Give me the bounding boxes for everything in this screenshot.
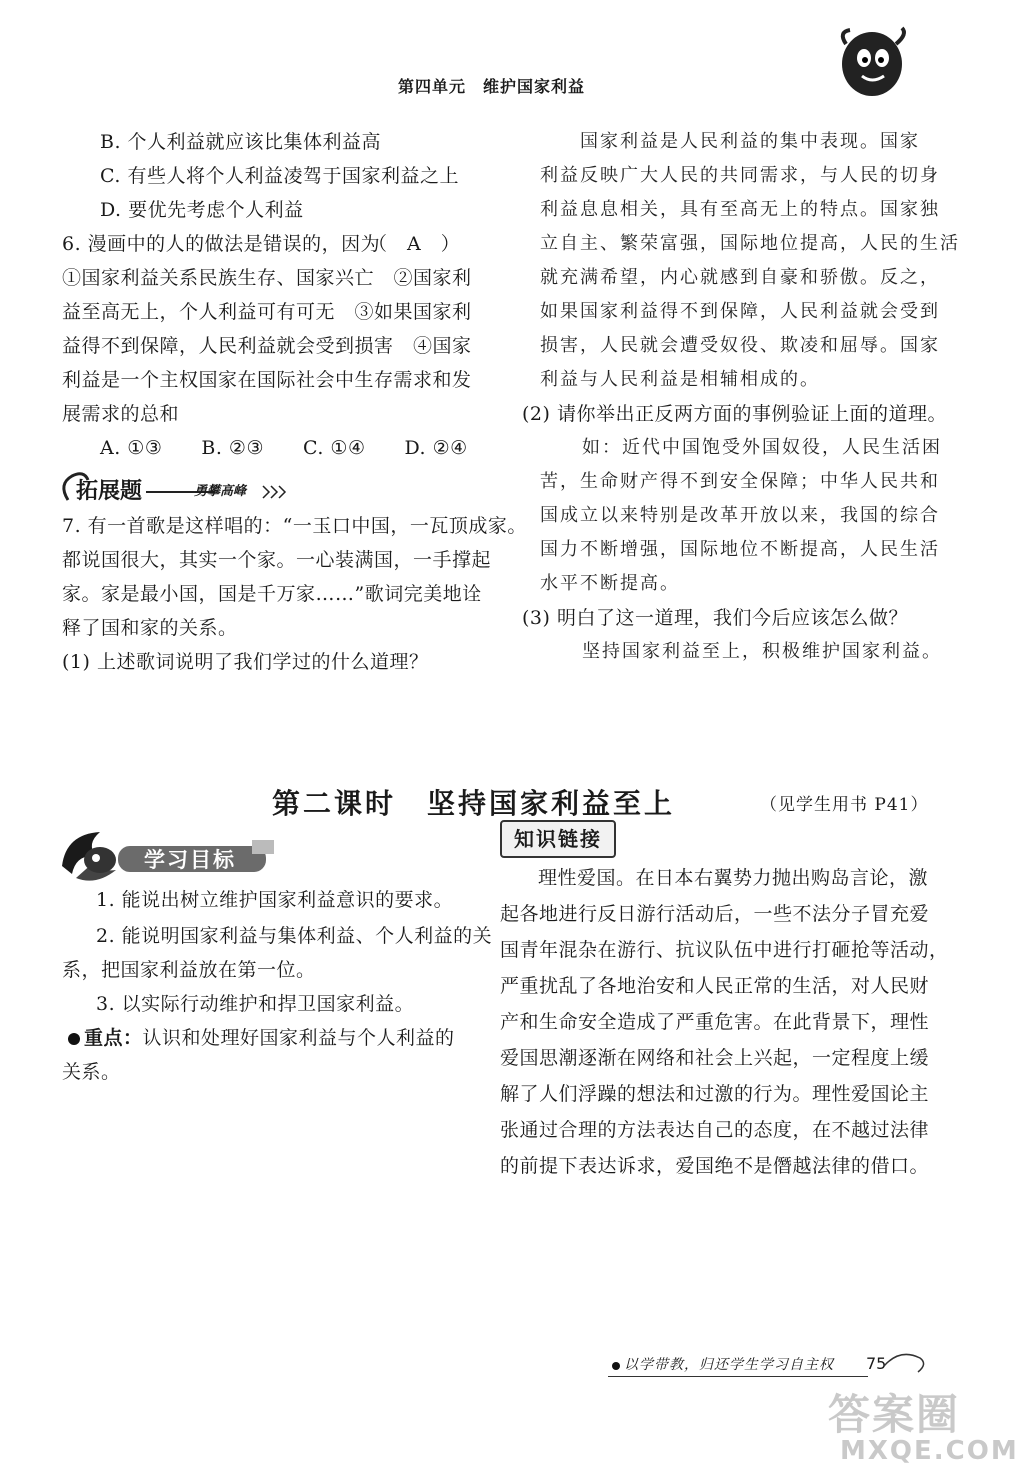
watermark-text: 答案圈: [828, 1390, 961, 1439]
knowledge-line: 爱国思潮逐渐在网络和社会上兴起，一定程度上缓: [500, 1047, 930, 1069]
question-6-statement: 益得不到保障，人民利益就会受到损害 ④国家: [62, 335, 472, 357]
key-point: [68, 1026, 455, 1050]
answer-1-line: 如果国家利益得不到保障，人民利益就会受到: [540, 301, 940, 322]
key-point-label: 重点：: [84, 1027, 143, 1049]
question-6-statement: 展需求的总和: [62, 403, 180, 425]
key-point-continued: 关系。: [62, 1061, 121, 1083]
knowledge-line: 的前提下表达诉求，爱国绝不是僭越法律的借口。: [500, 1155, 930, 1177]
question-6-answer: （ A ）: [368, 233, 461, 255]
footer-slogan-text: 以学带教，归还学生学习自主权: [624, 1357, 834, 1373]
question-6-statement: 益至高无上，个人利益可有可无 ③如果国家利: [62, 301, 472, 323]
goal-item: 3. 以实际行动维护和捍卫国家利益。: [96, 993, 415, 1015]
knowledge-link-label: 知识链接: [500, 820, 616, 858]
section-title: 第二课时 坚持国家利益至上: [272, 787, 676, 820]
question-6-statement: ①国家利益关系民族生存、国家兴亡 ②国家利: [62, 267, 472, 289]
watermark-logo: [818, 1382, 1019, 1477]
learning-goals-title: 学习目标: [144, 848, 236, 872]
answer-3: 坚持国家利益至上，积极维护国家利益。: [582, 641, 942, 662]
footer-dot-icon: [612, 1362, 620, 1370]
answer-1-line: 就充满希望，内心就感到自豪和骄傲。反之，: [540, 267, 940, 288]
goal-item: 2. 能说明国家利益与集体利益、个人利益的关: [96, 925, 493, 947]
question-6: 6. 漫画中的人的做法是错误的，因为: [62, 233, 381, 255]
question-6-options: A. ①③ B. ②③ C. ①④ D. ②④: [100, 437, 468, 459]
answer-2-line: 水平不断提高。: [540, 573, 680, 594]
learning-goals-banner: [56, 826, 278, 886]
unit-header: 第四单元 维护国家利益: [398, 77, 586, 96]
expand-title: 拓展题: [76, 479, 143, 504]
expand-question-banner: [58, 470, 288, 506]
bullet-dot-icon: [68, 1033, 80, 1045]
answer-1-line: 国家利益是人民利益的集中表现。国家: [580, 131, 920, 152]
option-b: B. 个人利益就应该比集体利益高: [100, 131, 382, 153]
answer-1-line: 利益息息相关，具有至高无上的特点。国家独: [540, 199, 940, 220]
option-c: C. 有些人将个人利益凌驾于国家利益之上: [100, 165, 459, 187]
goal-item-continued: 系，把国家利益放在第一位。: [62, 959, 316, 981]
answer-1-line: 利益反映广大人民的共同需求，与人民的切身: [540, 165, 940, 186]
goal-item: 1. 能说出树立维护国家利益意识的要求。: [96, 889, 454, 911]
answer-1-line: 损害，人民就会遭受奴役、欺凌和屈辱。国家: [540, 335, 940, 356]
knowledge-line: 解了人们浮躁的想法和过激的行为。理性爱国论主: [500, 1083, 930, 1105]
knowledge-line: 产和生命安全造成了严重危害。在此背景下，理性: [500, 1011, 930, 1033]
question-7-line: 都说国很大，其实一个家。一心装满国，一手撑起: [62, 549, 492, 571]
mascot-icon: [832, 24, 914, 104]
option-d: D. 要优先考虑个人利益: [100, 199, 304, 221]
question-7-sub2: (2) 请你举出正反两方面的事例验证上面的道理。: [522, 403, 947, 425]
answer-2-line: 国成立以来特别是改革开放以来，我国的综合: [540, 505, 940, 526]
answer-1-line: 立自主、繁荣富强，国际地位提高，人民的生活: [540, 233, 960, 254]
key-point-text: 认识和处理好国家利益与个人利益的: [142, 1027, 455, 1049]
question-7: 7. 有一首歌是这样唱的：“一玉口中国，一瓦顶成家。: [62, 515, 527, 537]
watermark-url: MXQE.COM: [840, 1436, 1019, 1466]
knowledge-line: 理性爱国。在日本右翼势力抛出购岛言论，激: [538, 867, 929, 889]
expand-subtitle: 勇攀高峰: [194, 484, 247, 499]
question-7-line: 家。家是最小国，国是千万家……”歌词完美地诠: [62, 583, 482, 605]
question-7-line: 释了国和家的关系。: [62, 617, 238, 639]
section-reference: （见学生用书 P41）: [760, 795, 929, 815]
knowledge-line: 起各地进行反日游行活动后，一些不法分子冒充爱: [500, 903, 930, 925]
page-swirl-icon: [880, 1346, 930, 1380]
answer-2-line: 国力不断增强，国际地位不断提高，人民生活: [540, 539, 940, 560]
answer-1-line: 利益与人民利益是相辅相成的。: [540, 369, 820, 390]
footer-slogan: [612, 1354, 834, 1374]
question-7-sub3: (3) 明白了这一道理，我们今后应该怎么做？: [522, 607, 908, 629]
knowledge-line: 严重扰乱了各地治安和人民正常的生活，对人民财: [500, 975, 930, 997]
knowledge-line: 国青年混杂在游行、抗议队伍中进行打砸抢等活动，: [500, 939, 949, 961]
question-6-statement: 利益是一个主权国家在国际社会中生存需求和发: [62, 369, 472, 391]
page-number: 75: [866, 1354, 887, 1373]
question-7-sub1: (1) 上述歌词说明了我们学过的什么道理？: [62, 651, 429, 673]
footer-rule: [608, 1376, 868, 1377]
knowledge-line: 张通过合理的方法表达自己的态度，在不越过法律: [500, 1119, 930, 1141]
answer-2-line: 苦，生命财产得不到安全保障；中华人民共和: [540, 471, 940, 492]
answer-2-line: 如：近代中国饱受外国奴役，人民生活困: [582, 437, 942, 458]
